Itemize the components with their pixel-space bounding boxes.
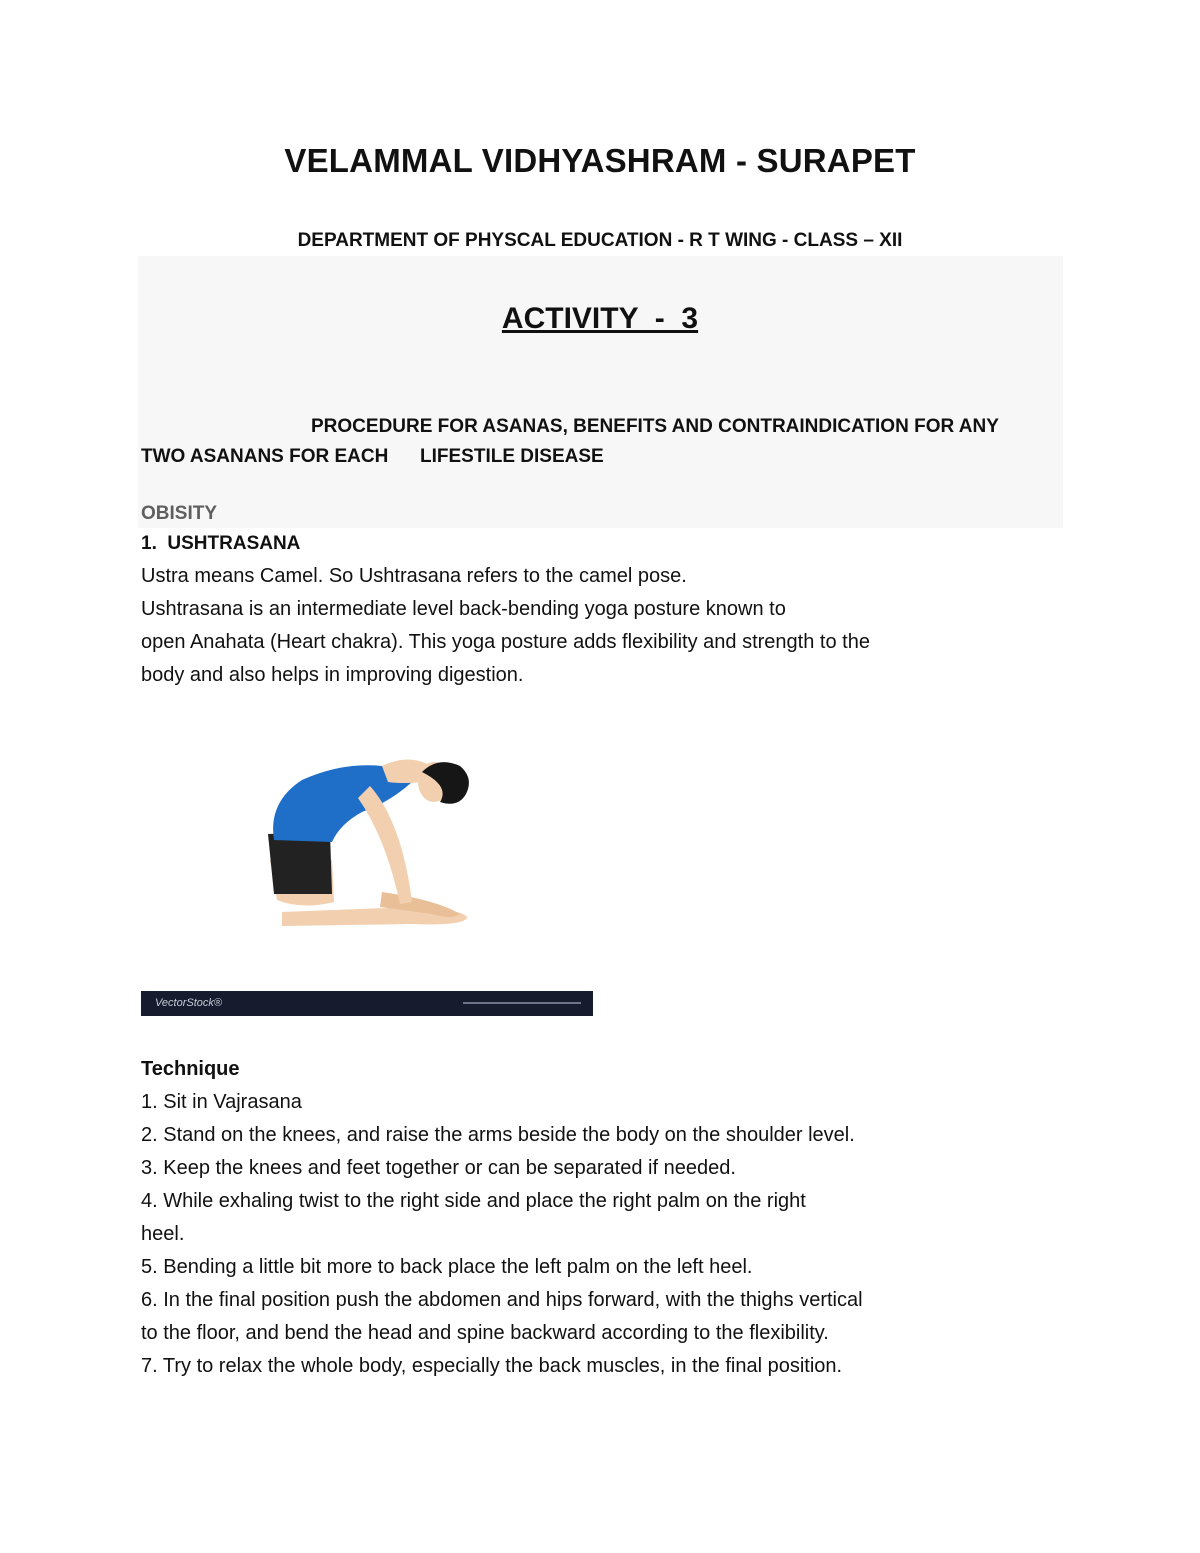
section-heading: OBISITY xyxy=(141,503,218,524)
description-line: Ustra means Camel. So Ushtrasana refers to the camel pose. xyxy=(141,565,687,587)
image-credit-bar xyxy=(141,991,593,1016)
shaded-block xyxy=(138,256,1063,528)
technique-step: 1. Sit in Vajrasana xyxy=(141,1091,302,1113)
technique-heading: Technique xyxy=(141,1058,240,1080)
department-line: DEPARTMENT OF PHYSCAL EDUCATION - R T WING - CLASS – XII xyxy=(297,230,903,251)
asana-title: 1. USHTRASANA xyxy=(141,533,301,554)
technique-step: 4. While exhaling twist to the right side and place the right palm on the right xyxy=(141,1190,806,1212)
description-line: body and also helps in improving digestion. xyxy=(141,664,524,686)
camel-pose-illustration-icon xyxy=(262,742,472,927)
credit-logo: VectorStock® xyxy=(155,997,222,1009)
technique-step: 6. In the final position push the abdomen and hips forward, with the thighs vertical xyxy=(141,1289,863,1311)
technique-step: 2. Stand on the knees, and raise the arms beside the body on the shoulder level. xyxy=(141,1124,855,1146)
school-title: VELAMMAL VIDHYASHRAM - SURAPET xyxy=(284,142,916,179)
technique-step: 3. Keep the knees and feet together or can be separated if needed. xyxy=(141,1157,736,1179)
technique-step: 7. Try to relax the whole body, especially the back muscles, in the final position. xyxy=(141,1355,843,1377)
technique-step: to the floor, and bend the head and spine backward according to the flexibility. xyxy=(141,1322,829,1344)
technique-step: heel. xyxy=(141,1223,185,1245)
activity-heading: ACTIVITY - 3 xyxy=(501,302,699,335)
procedure-line-1: PROCEDURE FOR ASANAS, BENEFITS AND CONTRAINDICATION FOR ANY xyxy=(311,416,999,437)
technique-step: 5. Bending a little bit more to back place the left palm on the left heel. xyxy=(141,1256,753,1278)
description-line: Ushtrasana is an intermediate level back-bending yoga posture known to xyxy=(141,598,786,620)
credit-divider xyxy=(463,1002,581,1004)
procedure-line-2: TWO ASANANS FOR EACH LIFESTILE DISEASE xyxy=(141,446,604,467)
description-line: open Anahata (Heart chakra). This yoga posture adds flexibility and strength to the xyxy=(141,631,870,653)
